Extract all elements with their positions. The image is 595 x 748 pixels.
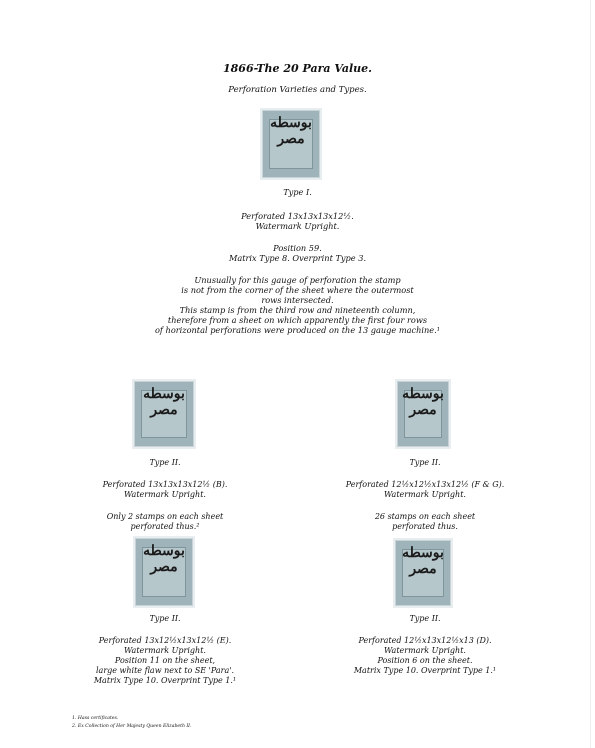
top-matrix: Matrix Type 8. Overprint Type 3. [228, 253, 367, 263]
margin-divider [590, 0, 591, 748]
right-lower-perf: Perforated 12½x13x12½x13 (D). [358, 636, 492, 645]
left-lower-type: Type II. [149, 614, 181, 623]
right-upper-type: Type II. [409, 458, 441, 467]
stamp-image-left-upper [134, 381, 194, 447]
top-note-6: of horizontal perforations were produced on the 13 gauge machine.¹ [154, 325, 440, 335]
left-lower-line-1: Watermark Upright. [124, 646, 206, 655]
overprint-text: بوسطه مصر [143, 543, 185, 575]
stamp-image-right-upper [397, 381, 449, 447]
left-lower-line-2: Position 11 on the sheet, [114, 656, 216, 665]
right-lower-line-2: Position 6 on the sheet. [377, 656, 473, 665]
top-note-1: Unusually for this gauge of perforation the stamp [194, 275, 401, 285]
left-lower-line-4: Matrix Type 10. Overprint Type 1.¹ [93, 676, 237, 685]
left-upper-note-1: Only 2 stamps on each sheet [106, 512, 224, 521]
left-upper-note-2: perforated thus.² [130, 522, 200, 531]
top-note-5: therefore from a sheet on which apparently the first four rows [167, 315, 428, 325]
top-type: Type I. [283, 187, 312, 197]
top-position: Position 59. [273, 243, 322, 253]
footnote-2: 2. Ex Collection of Her Majesty Queen Elizabeth II. [72, 724, 192, 729]
stamp-image-top [262, 110, 320, 178]
stamp-image-right-lower [395, 540, 451, 606]
right-upper-note-2: perforated thus. [392, 522, 458, 531]
top-note-2: is not from the corner of the sheet where the outermost [181, 285, 414, 295]
left-upper-type: Type II. [149, 458, 181, 467]
left-lower-line-3: large white flaw next to SE 'Para'. [95, 666, 235, 675]
top-wmk: Watermark Upright. [255, 221, 340, 231]
overprint-text: بوسطه مصر [270, 115, 312, 147]
left-upper-perf: Perforated 13x13x13x12½ (B). [102, 480, 228, 489]
right-upper-note-1: 26 stamps on each sheet [374, 512, 476, 521]
left-lower-perf: Perforated 13x12½x13x12½ (E). [98, 636, 232, 645]
overprint-text: بوسطه مصر [402, 386, 444, 418]
left-upper-wmk: Watermark Upright. [124, 490, 206, 499]
right-upper-wmk: Watermark Upright. [384, 490, 466, 499]
right-lower-type: Type II. [409, 614, 441, 623]
right-upper-perf: Perforated 12½x12½x13x12½ (F & G). [345, 480, 505, 489]
page-title: 1866-The 20 Para Value. [222, 62, 373, 75]
footnote-1: 1. Hass certificates. [72, 716, 119, 721]
page-subtitle: Perforation Varieties and Types. [228, 85, 367, 95]
overprint-text: بوسطه مصر [143, 386, 185, 418]
overprint-text: بوسطه مصر [402, 545, 444, 577]
stamp-image-left-lower [135, 538, 193, 606]
top-perf: Perforated 13x13x13x12½. [241, 211, 354, 221]
top-note-3: rows intersected. [261, 295, 334, 305]
top-note-4: This stamp is from the third row and nineteenth column, [179, 305, 416, 315]
right-lower-line-3: Matrix Type 10. Overprint Type 1.¹ [353, 666, 497, 675]
right-lower-line-1: Watermark Upright. [384, 646, 466, 655]
